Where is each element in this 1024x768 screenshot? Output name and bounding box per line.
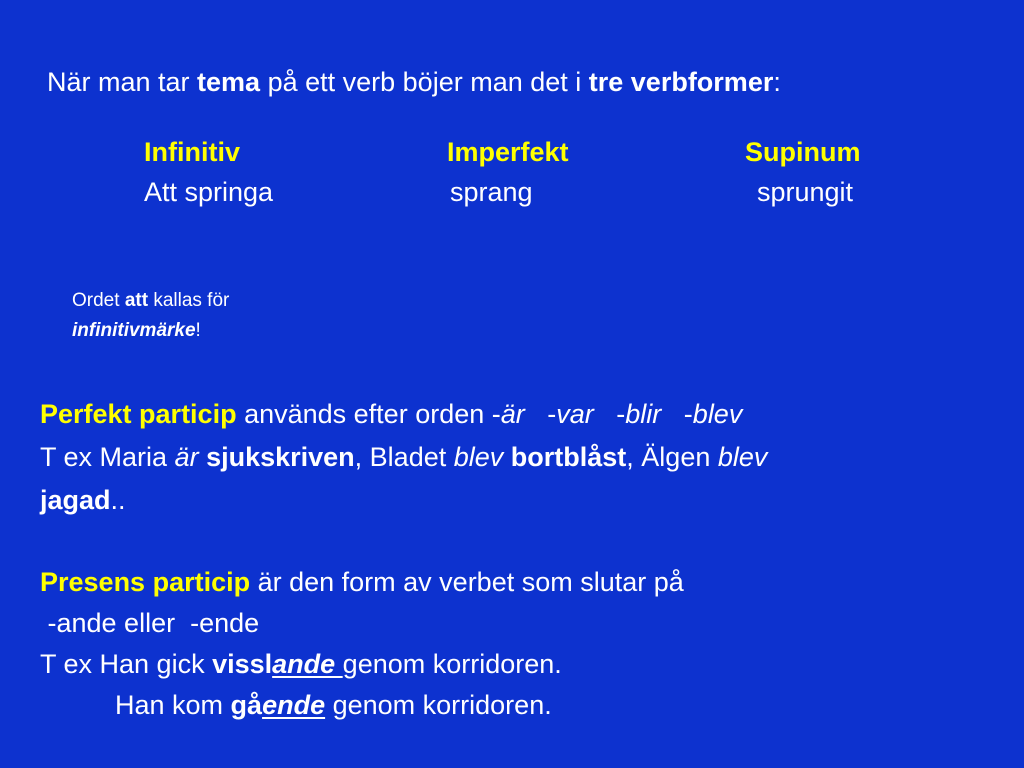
perfekt-sep-2: - (593, 399, 626, 429)
perfekt-word-blev: blev (692, 399, 743, 429)
perfekt-ex-blev-2: blev (717, 442, 768, 472)
perfekt-ex-ar: är (174, 442, 199, 472)
intro-middle: på ett verb böjer man det i (260, 67, 589, 97)
presens-example-line-1 (40, 648, 562, 680)
perfekt-heading-line (40, 398, 742, 430)
presens-ex2-stem: gå (230, 690, 263, 720)
perfekt-ex-bortblast: bortblåst (510, 442, 627, 472)
verb-header-infinitiv: Infinitiv (144, 137, 240, 167)
verb-header-supinum: Supinum (745, 137, 861, 167)
perfekt-sep-3: - (661, 399, 693, 429)
note-att: att (124, 290, 149, 311)
presens-endings-line (40, 607, 259, 639)
perfekt-ex-sjukskriven: sjukskriven (206, 442, 355, 472)
presens-ex1-stem: vissl (212, 649, 273, 679)
perfekt-text: används efter orden - (236, 399, 501, 429)
intro-prefix: När man tar (47, 67, 198, 97)
perfekt-ex-end: .. (110, 485, 126, 515)
note-suffix: ! (195, 320, 201, 341)
presens-ex1-prefix: T ex Han gick (40, 649, 213, 679)
note-middle: kallas för (148, 290, 230, 311)
presens-heading: Presens particip (40, 567, 251, 597)
presens-ex2-ending: ende (262, 690, 326, 720)
perfekt-ex-mid-2: , Älgen (626, 442, 718, 472)
verb-header-imperfekt: Imperfekt (447, 137, 569, 167)
perfekt-ex-space-2 (503, 442, 511, 472)
perfekt-ex-prefix: T ex Maria (40, 442, 175, 472)
perfekt-word-var: var (556, 399, 594, 429)
presens-ex1-suffix: genom korridoren. (342, 649, 562, 679)
perfekt-ex-space-1 (199, 442, 207, 472)
perfekt-example-line-2 (40, 484, 126, 516)
note-term: infinitivmärke (72, 320, 196, 341)
intro-line (47, 66, 781, 98)
note-prefix: Ordet (72, 290, 125, 311)
perfekt-word-blir: blir (625, 399, 662, 429)
presens-ex1-ending: ande (272, 649, 343, 679)
presens-example-line-2 (115, 689, 552, 721)
intro-tre-verbformer: tre verbformer (588, 67, 774, 97)
intro-tema: tema (197, 67, 261, 97)
verb-value-supinum: sprungit (757, 177, 854, 207)
perfekt-ex-blev-1: blev (453, 442, 504, 472)
intro-suffix: : (773, 67, 781, 97)
perfekt-word-ar: är (500, 399, 525, 429)
verb-value-imperfekt: sprang (450, 177, 533, 207)
perfekt-heading: Perfekt particip (40, 399, 237, 429)
perfekt-ex-mid-1: , Bladet (354, 442, 454, 472)
verb-value-infinitiv: Att springa (144, 177, 274, 207)
note-line-1 (72, 289, 229, 313)
presens-ex2-prefix: Han kom (115, 690, 231, 720)
perfekt-ex-jagad: jagad (40, 485, 111, 515)
presens-text: är den form av verbet som slutar på (250, 567, 684, 597)
presens-ex2-suffix: genom korridoren. (325, 690, 552, 720)
note-line-2 (72, 319, 201, 343)
presens-endings: -ande eller -ende (40, 608, 260, 638)
presens-heading-line (40, 566, 684, 598)
perfekt-sep-1: - (524, 399, 557, 429)
perfekt-example-line-1 (40, 441, 767, 473)
